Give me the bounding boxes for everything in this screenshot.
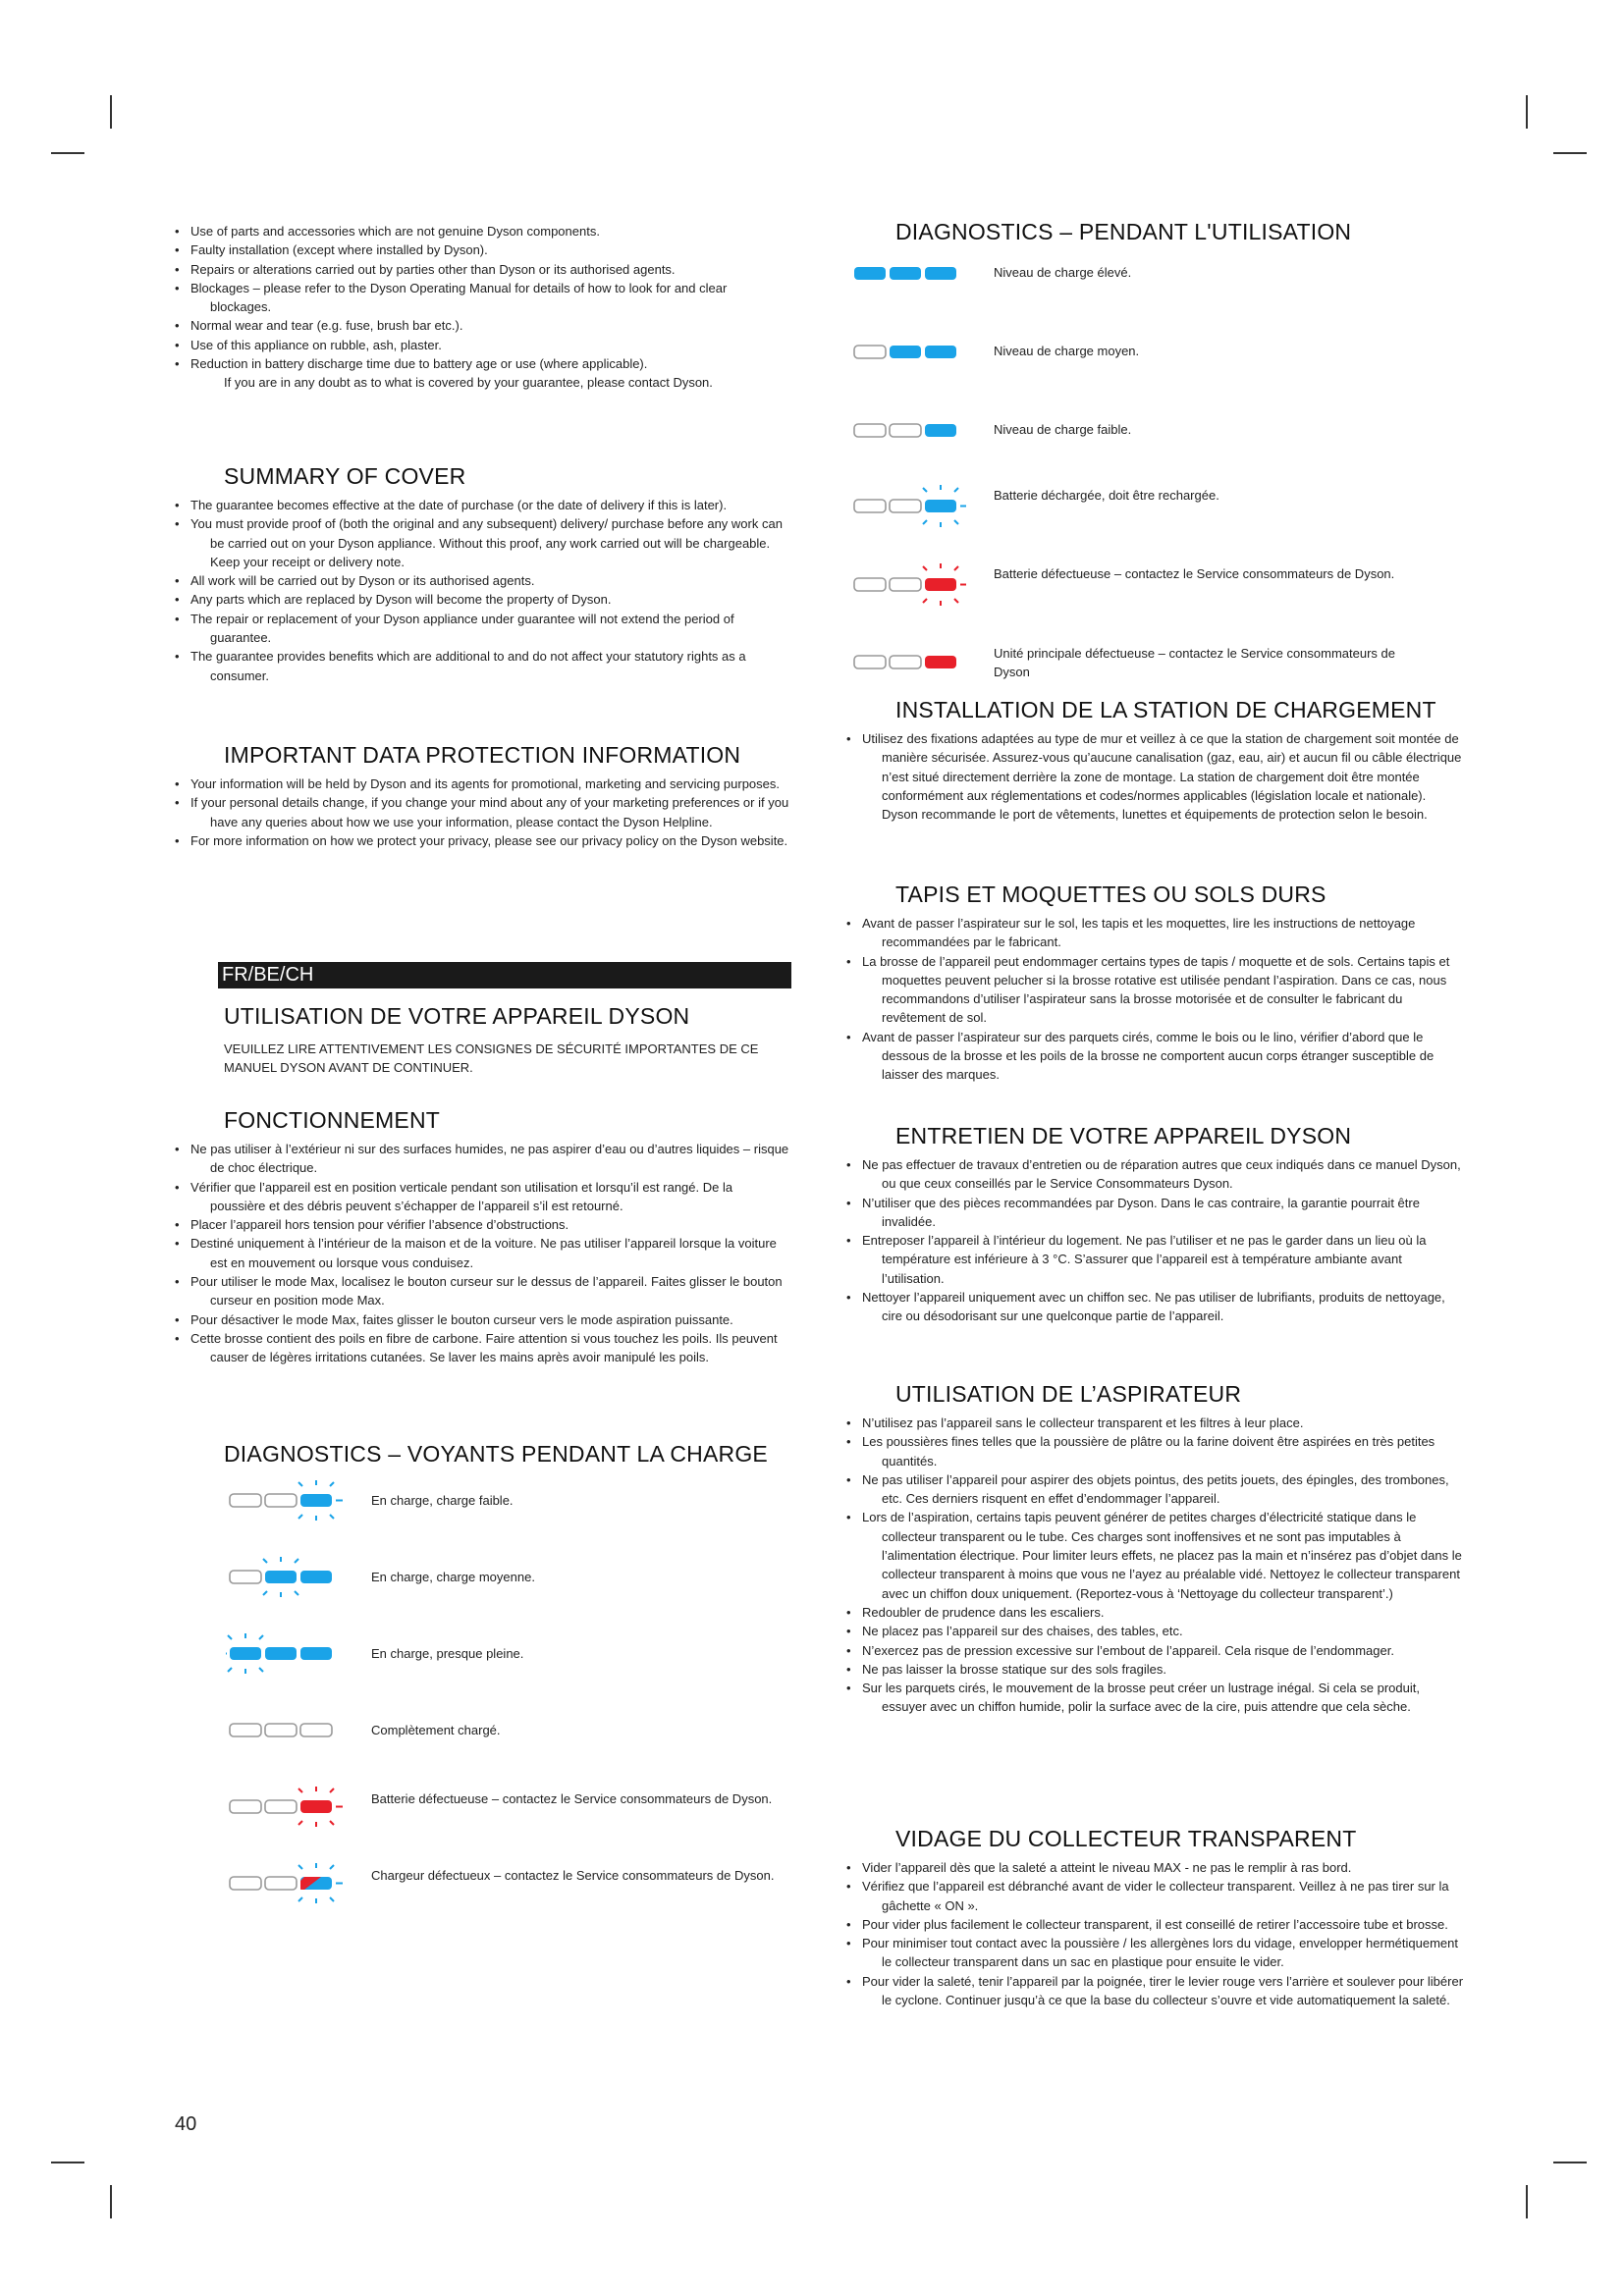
list-item: • Avant de passer l’aspirateur sur le sol, les tapis et les moquettes, lire les instructions de nettoyage recommandées par le fabricant. bbox=[846, 914, 1465, 952]
list-item: • The guarantee provides benefits which are additional to and do not affect your statutory rights as a consumer. bbox=[175, 647, 789, 685]
list-item: • Use of this appliance on rubble, ash, plaster. bbox=[175, 336, 789, 354]
indicator-label: Niveau de charge moyen. bbox=[994, 344, 1140, 358]
indicator-row bbox=[175, 1707, 789, 1756]
guarantee-note: If you are in any doubt as to what is covered by your guarantee, please contact Dyson. bbox=[224, 375, 713, 391]
list-item: • Destiné uniquement à l’intérieur de la maison et de la voiture. Ne pas utiliser l’appareil lorsque la voiture est en mouvement ou lorsque vous conduisez. bbox=[175, 1234, 789, 1272]
list-item: • Ne pas laisser la brosse statique sur des sols fragiles. bbox=[846, 1660, 1465, 1679]
indicator-label: Unité principale défectueuse – contactez le Service consommateurs de Dyson bbox=[994, 646, 1395, 679]
list-item: • N’utilisez pas l’appareil sans le collecteur transparent et les filtres à leur place. bbox=[846, 1414, 1465, 1432]
list-item: • Repairs or alterations carried out by parties other than Dyson or its authorised agents. bbox=[175, 260, 789, 279]
battery-indicator-icon bbox=[226, 1860, 350, 1905]
indicator-row bbox=[846, 410, 1465, 459]
list-item: • Use of parts and accessories which are not genuine Dyson components. bbox=[175, 222, 789, 240]
list-item: • Les poussières fines telles que la poussière de plâtre ou la farine doivent être aspirées en très petites quantités. bbox=[846, 1432, 1465, 1470]
battery-indicator-icon bbox=[226, 1707, 350, 1752]
list-item: • Faulty installation (except where installed by Dyson). bbox=[175, 240, 789, 259]
list-item: • If your personal details change, if you change your mind about any of your marketing preferences or if you have any queries about how we use your information, please contact the Dyson Helpline. bbox=[175, 793, 789, 831]
list-item: • Ne pas utiliser à l’extérieur ni sur des surfaces humides, ne pas aspirer d’eau ou d’autres liquides – risque de choc électrique. bbox=[175, 1140, 789, 1178]
indicator-label: Batterie défectueuse – contactez le Service consommateurs de Dyson. bbox=[994, 566, 1395, 581]
section-heading: VIDAGE DU COLLECTEUR TRANSPARENT bbox=[895, 1826, 1357, 1851]
list-item: • Placer l’appareil hors tension pour vérifier l’absence d’obstructions. bbox=[175, 1215, 789, 1234]
list-item: • Normal wear and tear (e.g. fuse, brush bar etc.). bbox=[175, 316, 789, 335]
battery-indicator-icon bbox=[844, 410, 968, 455]
safety-note: VEUILLEZ LIRE ATTENTIVEMENT LES CONSIGNES DE SÉCURITÉ IMPORTANTES DE CE MANUEL DYSON AVANT DE CONTINUER. bbox=[224, 1041, 759, 1075]
use-indicator-list bbox=[846, 253, 1465, 695]
crop-mark bbox=[1526, 95, 1528, 129]
battery-indicator-icon bbox=[226, 1554, 350, 1599]
list-item: • Reduction in battery discharge time due to battery age or use (where applicable). bbox=[175, 354, 789, 373]
installation-section bbox=[846, 697, 1465, 824]
section-heading: SUMMARY OF COVER bbox=[224, 463, 466, 489]
crop-mark bbox=[51, 2162, 84, 2163]
diagnostics-use-section bbox=[846, 219, 1465, 245]
section-heading: UTILISATION DE L’ASPIRATEUR bbox=[895, 1381, 1242, 1407]
list-item: • Redoubler de prudence dans les escaliers. bbox=[846, 1603, 1465, 1622]
summary-section bbox=[175, 463, 789, 685]
section-heading: DIAGNOSTICS – PENDANT L'UTILISATION bbox=[895, 219, 1352, 244]
section-heading: ENTRETIEN DE VOTRE APPAREIL DYSON bbox=[895, 1123, 1352, 1148]
exclusions-list bbox=[175, 222, 789, 373]
indicator-label: En charge, charge faible. bbox=[371, 1493, 514, 1508]
list-item: • For more information on how we protect your privacy, please see our privacy policy on the Dyson website. bbox=[175, 831, 789, 850]
list-item: • Entreposer l’appareil à l’intérieur du logement. Ne pas l’utiliser et ne pas le garder dans un lieu où la température est inférieure à 3 °C. S’assurer que l’appareil est à température ambiante avant l’utilisation. bbox=[846, 1231, 1465, 1288]
aspirateur-section bbox=[846, 1381, 1465, 1717]
indicator-row bbox=[846, 253, 1465, 302]
crop-mark bbox=[110, 2185, 112, 2218]
entretien-section bbox=[846, 1123, 1465, 1326]
battery-indicator-icon bbox=[844, 642, 968, 687]
crop-mark bbox=[51, 152, 84, 154]
indicator-row bbox=[846, 561, 1465, 611]
list-item: • Sur les parquets cirés, le mouvement de la brosse peut créer un lustrage inégal. Si cela se produit, essuyer avec un chiffon humide, polir la surface avec de la cire, puis attendre que cela sèche. bbox=[846, 1679, 1465, 1717]
battery-indicator-icon bbox=[226, 1630, 350, 1676]
indicator-label: En charge, presque pleine. bbox=[371, 1646, 524, 1661]
list-item: • The guarantee becomes effective at the date of purchase (or the date of delivery if this is later). bbox=[175, 496, 789, 514]
indicator-label: Batterie défectueuse – contactez le Service consommateurs de Dyson. bbox=[371, 1791, 773, 1806]
indicator-label: Niveau de charge élevé. bbox=[994, 265, 1132, 280]
indicator-row bbox=[175, 1630, 789, 1680]
indicator-label: Niveau de charge faible. bbox=[994, 422, 1132, 437]
indicator-label: Batterie déchargée, doit être rechargée. bbox=[994, 488, 1219, 503]
crop-mark bbox=[1553, 2162, 1587, 2163]
crop-mark bbox=[1526, 2185, 1528, 2218]
list-item: • Utilisez des fixations adaptées au type de mur et veillez à ce que la station de chargement soit montée de manière sécurisée. Assurez-vous qu’aucune canalisation (gaz, eau, air) et aucun fil ou câble électrique n’est situé directement derrière la zone de montage. La station de chargement doit être montée conformément aux réglementations et codes/normes applicables (législation locale et nationale). Dyson recommande le port de vêtements, lunettes et équipements de protection selon le besoin. bbox=[846, 729, 1465, 824]
battery-indicator-icon bbox=[226, 1784, 350, 1829]
list-item: • Nettoyer l’appareil uniquement avec un chiffon sec. Ne pas utiliser de lubrifiants, produits de nettoyage, cire ou désodorisant sur une quelconque partie de l’appareil. bbox=[846, 1288, 1465, 1326]
list-item: • Pour désactiver le mode Max, faites glisser le bouton curseur vers le mode aspiration puissante. bbox=[175, 1310, 789, 1329]
list-item: • You must provide proof of (both the original and any subsequent) delivery/ purchase before any work can be carried out on your Dyson appliance. Without this proof, any work carried out will be chargeable. Keep your receipt or delivery note. bbox=[175, 514, 789, 571]
language-bar: FR/BE/CH bbox=[218, 962, 791, 988]
battery-indicator-icon bbox=[844, 253, 968, 298]
tapis-section bbox=[846, 881, 1465, 1085]
list-item: • Vider l’appareil dès que la saleté a atteint le niveau MAX - ne pas le remplir à ras bord. bbox=[846, 1858, 1465, 1877]
battery-indicator-icon bbox=[844, 561, 968, 607]
list-item: • Pour vider la saleté, tenir l’appareil par la poignée, tirer le levier rouge vers l’arrière et soulever pour libérer le cyclone. Continuer jusqu’à ce que la base du collecteur s’ouvre et vide automatiquement la saleté. bbox=[846, 1972, 1465, 2010]
list-item: • Avant de passer l’aspirateur sur des parquets cirés, comme le bois ou le lino, vérifier d’abord que le dessous de la brosse et les poils de la brosse ne comportent aucun corps étranger susceptible de laisser des marques. bbox=[846, 1028, 1465, 1085]
exclusions-section bbox=[175, 216, 789, 393]
page-number: 40 bbox=[175, 2113, 197, 2135]
list-item: • Pour minimiser tout contact avec la poussière / les allergènes lors du vidage, envelopper hermétiquement le collecteur transparent dans un sac en plastique pour ensuite le vider. bbox=[846, 1934, 1465, 1972]
list-item: • N’utiliser que des pièces recommandées par Dyson. Dans le cas contraire, la garantie pourrait être invalidée. bbox=[846, 1194, 1465, 1232]
indicator-row bbox=[846, 332, 1465, 381]
charge-indicator-list bbox=[175, 1477, 789, 1929]
section-heading: INSTALLATION DE LA STATION DE CHARGEMENT bbox=[895, 697, 1436, 722]
section-heading: IMPORTANT DATA PROTECTION INFORMATION bbox=[224, 742, 741, 768]
data-protection-section bbox=[175, 742, 789, 850]
indicator-row bbox=[175, 1784, 789, 1833]
indicator-row bbox=[175, 1554, 789, 1603]
list-item: • La brosse de l’appareil peut endommager certains types de tapis / moquette et de sols. Certains tapis et moquettes peuvent pelucher si la brosse rotative est utilisée pendant l’aspiration. Dans ce cas, nous recommandons d’utiliser l’aspirateur sans la brosse motorisée et de consulter le fabricant du revêtement de sol. bbox=[846, 952, 1465, 1028]
list-item: • Ne placez pas l’appareil sur des chaises, des tables, etc. bbox=[846, 1622, 1465, 1640]
list-item: • Vérifier que l’appareil est en position verticale pendant son utilisation et lorsqu’il est rangé. De la poussière et des débris peuvent s’échapper de l’appareil s’il est retourné. bbox=[175, 1178, 789, 1216]
list-item: • Your information will be held by Dyson and its agents for promotional, marketing and servicing purposes. bbox=[175, 774, 789, 793]
list-item: • Cette brosse contient des poils en fibre de carbone. Faire attention si vous touchez les poils. Ils peuvent causer de légères irritations cutanées. Se laver les mains après avoir manipulé les poils. bbox=[175, 1329, 789, 1367]
list-item: • Ne pas utiliser l’appareil pour aspirer des objets pointus, des petits jouets, des épingles, des trombones, etc. Ces derniers risquent en effet d’endommager l’appareil. bbox=[846, 1470, 1465, 1509]
indicator-row bbox=[175, 1477, 789, 1526]
indicator-label: Chargeur défectueux – contactez le Service consommateurs de Dyson. bbox=[371, 1868, 775, 1883]
list-item: • N’exercez pas de pression excessive sur l’embout de l’appareil. Cela risque de l’endommager. bbox=[846, 1641, 1465, 1660]
section-heading: DIAGNOSTICS – VOYANTS PENDANT LA CHARGE bbox=[224, 1441, 768, 1467]
crop-mark bbox=[110, 95, 112, 129]
indicator-label: En charge, charge moyenne. bbox=[371, 1570, 535, 1584]
list-item: • Vérifiez que l’appareil est débranché avant de vider le collecteur transparent. Veillez à ne pas tirer sur la gâchette « ON ». bbox=[846, 1877, 1465, 1915]
list-item: • The repair or replacement of your Dyson appliance under guarantee will not extend the period of guarantee. bbox=[175, 610, 789, 648]
battery-indicator-icon bbox=[844, 332, 968, 377]
indicator-label: Complètement chargé. bbox=[371, 1723, 501, 1737]
indicator-row bbox=[846, 642, 1465, 691]
indicator-row bbox=[175, 1860, 789, 1909]
vidage-section bbox=[846, 1826, 1465, 2009]
section-heading: FONCTIONNEMENT bbox=[224, 1107, 441, 1133]
list-item: • Pour utiliser le mode Max, localisez le bouton curseur sur le dessus de l’appareil. Faites glisser le bouton curseur en position mode Max. bbox=[175, 1272, 789, 1310]
list-item: • Ne pas effectuer de travaux d’entretien ou de réparation autres que ceux indiqués dans ce manuel Dyson, ou que ceux conseillés par le Service Consommateurs Dyson. bbox=[846, 1155, 1465, 1194]
utilisation-section bbox=[175, 1003, 789, 1077]
battery-indicator-icon bbox=[226, 1477, 350, 1522]
list-item: • Blockages – please refer to the Dyson Operating Manual for details of how to look for and clear blockages. bbox=[175, 279, 789, 317]
fonctionnement-section bbox=[175, 1107, 789, 1367]
diagnostics-charge-section bbox=[175, 1441, 789, 1468]
list-item: • Any parts which are replaced by Dyson will become the property of Dyson. bbox=[175, 590, 789, 609]
indicator-row bbox=[846, 483, 1465, 532]
list-item: • Lors de l’aspiration, certains tapis peuvent générer de petites charges d’électricité statique dans le collecteur transparent ou le tube. Ces charges sont inoffensives et ne sont pas imputables à l’alimentation électrique. Pour limiter leurs effets, ne placez pas la main et n’insérez pas d’objet dans le collecteur transparent à moins que vous ne l’ayez au préalable vidé. Nettoyez le collecteur transparent avec un chiffon doux uniquement. (Reportez-vous à ‘Nettoyage du collecteur transparent’.) bbox=[846, 1508, 1465, 1602]
list-item: • All work will be carried out by Dyson or its authorised agents. bbox=[175, 571, 789, 590]
list-item: • Pour vider plus facilement le collecteur transparent, il est conseillé de retirer l’accessoire tube et brosse. bbox=[846, 1915, 1465, 1934]
battery-indicator-icon bbox=[844, 483, 968, 528]
crop-mark bbox=[1553, 152, 1587, 154]
section-heading: TAPIS ET MOQUETTES OU SOLS DURS bbox=[895, 881, 1326, 907]
section-heading: UTILISATION DE VOTRE APPAREIL DYSON bbox=[224, 1003, 690, 1029]
